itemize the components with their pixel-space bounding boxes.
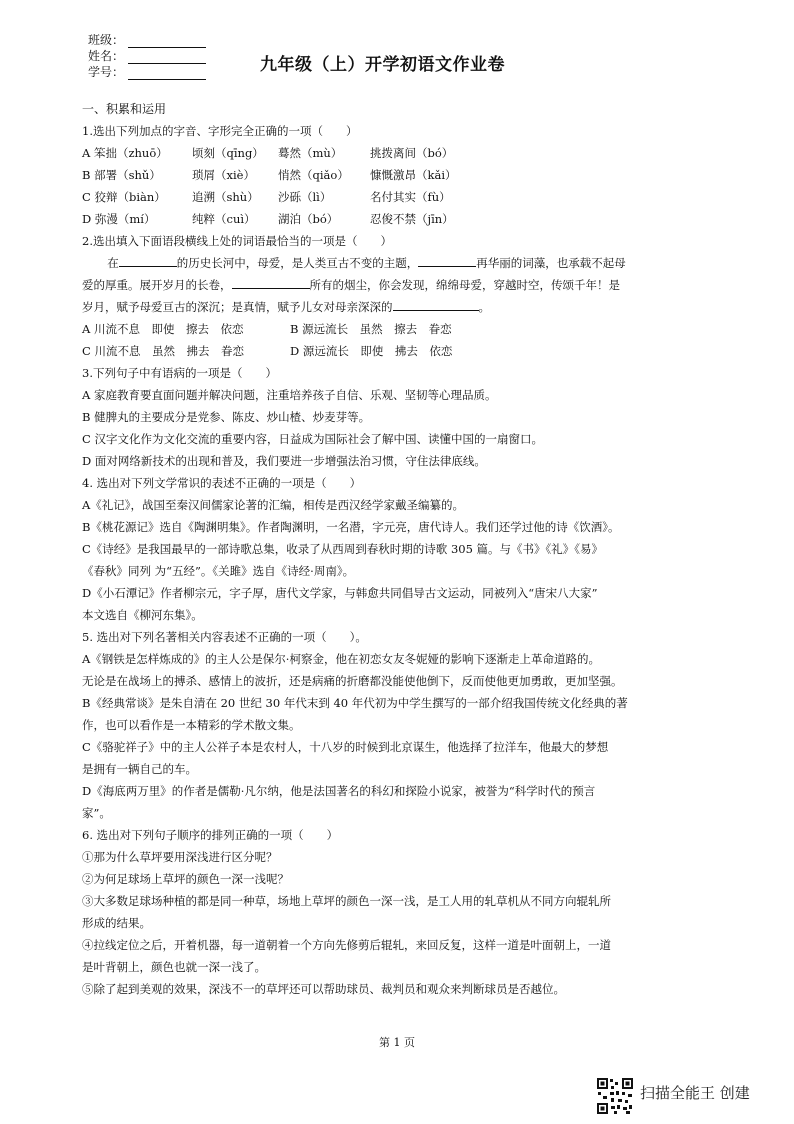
question-6-stem: 6. 选出对下列句子顺序的排列正确的一项（ ）: [82, 828, 339, 842]
name-field: [88, 48, 206, 64]
q2-blank-3: [232, 276, 310, 289]
q6-sentence-5: ⑤除了起到美观的效果，深浅不一的草坪还可以帮助球员、裁判员和观众来判断球员是否越位。: [82, 982, 565, 996]
q2-option-b: B 源远流长 虽然 擦去 眷恋: [290, 322, 452, 336]
q1-d-3: 湖泊（bó）: [278, 212, 339, 226]
name-label: 姓名：: [88, 49, 125, 63]
q2-blank-4: [393, 298, 479, 311]
q2-in: 在: [107, 256, 119, 270]
q1-a-1: A 笨拙（zhuō）: [82, 146, 168, 160]
q2-blank-1: [119, 254, 177, 267]
q2-a: 的历史长河中，母爱，是人类亘古不变的主题，: [176, 256, 419, 270]
q3-option-a: A 家庭教育要直面问题并解决问题，注重培养孩子自信、乐观、坚韧等心理品质。: [82, 388, 497, 402]
q1-option-row-d: [82, 208, 714, 230]
q1-d-4: 忍俊不禁（jīn）: [370, 212, 454, 226]
page-number: 第 1 页: [379, 1036, 415, 1049]
q1-option-row-c: [82, 186, 714, 208]
q4-option-a: A《礼记》，战国至秦汉间儒家论著的汇编，相传是西汉经学家戴圣编纂的。: [82, 498, 465, 512]
q6-sentence-1: ①那为什么草坪要用深浅进行区分呢？: [82, 850, 278, 864]
q5-option-b-line-1: B《经典常谈》是朱自清在 20 世纪 30 年代末到 40 年代初为中学生撰写的一部介绍我国传统文化经典的著: [82, 696, 628, 710]
q2-b: 再华丽的词藻，也承载不起母: [476, 256, 626, 270]
q2-option-c: C 川流不息 虽然 拂去 眷恋: [82, 344, 244, 358]
scanner-watermark: 扫描全能王 创建: [640, 1084, 750, 1102]
q1-b-4: 慷慨激昂（kǎi）: [370, 168, 457, 182]
class-field: [88, 32, 206, 48]
q6-sentence-3-line-2: 形成的结果。: [82, 916, 151, 930]
q2-blank-2: [418, 254, 476, 267]
q5-option-d-line-1: D《海底两万里》的作者是儒勒·凡尔纳，他是法国著名的科幻和探险小说家，被誉为“科学时代的预言: [82, 784, 596, 798]
q2-options-row-1: [82, 318, 714, 340]
q5-option-d-line-2: 家”。: [82, 806, 111, 820]
q1-c-3: 沙砾（lì）: [278, 190, 332, 204]
page-title: 九年级（上）开学初语文作业卷: [260, 55, 505, 75]
q6-sentence-4-line-1: ④拉线定位之后，开着机器，每一道朝着一个方向先修剪后辊轧，来回反复，这样一道是叶面朝上，一道: [82, 938, 611, 952]
qr-code-icon: [596, 1077, 634, 1115]
exam-content: [82, 98, 714, 1000]
q2-line3-end: 。: [478, 300, 490, 314]
q1-c-1: C 狡辩（biàn）: [82, 190, 166, 204]
q1-c-2: 追溯（shù）: [192, 190, 259, 204]
q3-option-b: B 健脾丸的主要成分是党参、陈皮、炒山楂、炒麦芽等。: [82, 410, 371, 424]
q6-sentence-2: ②为何足球场上草坪的颜色一深一浅呢？: [82, 872, 289, 886]
student-id-field: [88, 64, 206, 80]
q1-b-2: 琐屑（xiè）: [192, 168, 255, 182]
q3-option-c: C 汉字文化作为文化交流的重要内容，日益成为国际社会了解中国、读懂中国的一扇窗口。: [82, 432, 543, 446]
q5-option-c-line-2: 是拥有一辆自己的车。: [82, 762, 197, 776]
question-1-stem: 1.选出下列加点的字音、字形完全正确的一项（ ）: [82, 124, 358, 138]
q4-option-c-line-2: 《春秋》同列 为“五经”。《关雎》选自《诗经·周南》。: [82, 564, 355, 578]
q2-option-d: D 源远流长 即使 拂去 依恋: [290, 344, 453, 358]
q2-option-a: A 川流不息 即使 擦去 依恋: [82, 322, 244, 336]
q5-option-c-line-1: C《骆驼祥子》中的主人公祥子本是农村人，十八岁的时候到北京谋生，他选择了拉洋车，他最大的梦想: [82, 740, 609, 754]
q2-line2-b: 所有的烟尘，你会发现，绵绵母爱，穿越时空，传颂千年！是: [309, 278, 620, 292]
student-id-blank: [128, 69, 206, 80]
question-2-stem: 2.选出填入下面语段横线上处的词语最恰当的一项是（ ）: [82, 234, 392, 248]
q5-option-b-line-2: 作，也可以看作是一本精彩的学术散文集。: [82, 718, 301, 732]
q1-c-4: 名付其实（fù）: [370, 190, 451, 204]
q1-b-1: B 部署（shǔ）: [82, 168, 161, 182]
student-id-label: 学号：: [88, 65, 125, 79]
q2-passage-line-1: [82, 252, 714, 274]
q2-options-row-2: [82, 340, 714, 362]
question-3-stem: 3.下列句子中有语病的一项是（ ）: [82, 366, 277, 380]
q2-line3-a: 岁月，赋予母爱亘古的深沉；是真情，赋予儿女对母亲深深的: [82, 300, 393, 314]
name-blank: [128, 53, 206, 64]
student-info-fields: [88, 32, 206, 80]
q2-passage-line-2: [82, 274, 714, 296]
q6-sentence-3-line-1: ③大多数足球场种植的都是同一种草，场地上草坪的颜色一深一浅，是工人用的轧草机从不同方向辊轧所: [82, 894, 611, 908]
question-4-stem: 4. 选出对下列文学常识的表述不正确的一项是（ ）: [82, 476, 362, 490]
q4-option-c-line-1: C《诗经》是我国最早的一部诗歌总集，收录了从西周到春秋时期的诗歌 305 篇。与《书》《礼》《易》: [82, 542, 604, 556]
section-heading: 一、积累和运用: [82, 102, 167, 116]
q1-option-row-b: [82, 164, 714, 186]
q3-option-d: D 面对网络新技术的出现和普及，我们要进一步增强法治习惯，守住法律底线。: [82, 454, 486, 468]
q1-a-2: 顷刻（qīng）: [192, 146, 264, 160]
class-blank: [128, 37, 206, 48]
q4-option-d-line-1: D《小石潭记》作者柳宗元，字子厚，唐代文学家，与韩愈共同倡导古文运动，同被列入“唐宋八大家”: [82, 586, 598, 600]
q2-line2-a: 爱的厚重。展开岁月的长卷，: [82, 278, 232, 292]
question-5-stem: 5. 选出对下列名著相关内容表述不正确的一项（ ）。: [82, 630, 367, 644]
class-label: 班级：: [88, 33, 125, 47]
q1-d-1: D 弥漫（mí）: [82, 212, 156, 226]
q1-a-4: 挑拨离间（bó）: [370, 146, 454, 160]
q6-sentence-4-line-2: 是叶背朝上，颜色也就一深一浅了。: [82, 960, 266, 974]
q2-passage-line-3: [82, 296, 714, 318]
q4-option-d-line-2: 本文选自《柳河东集》。: [82, 608, 203, 622]
q1-d-2: 纯粹（cuì）: [192, 212, 256, 226]
q5-option-a-line-2: 无论是在战场上的搏杀、感情上的波折，还是病痛的折磨都没能使他倒下，反而使他更加勇敢，更加坚强。: [82, 674, 623, 688]
q1-a-3: 蓦然（mù）: [278, 146, 343, 160]
q4-option-b: B《桃花源记》选自《陶渊明集》。作者陶渊明，一名潜，字元亮，唐代诗人。我们还学过他的诗《饮酒》。: [82, 520, 620, 534]
q1-b-3: 悄然（qiǎo）: [278, 168, 349, 182]
q1-option-row-a: [82, 142, 714, 164]
q5-option-a-line-1: A《钢铁是怎样炼成的》的主人公是保尔·柯察金，他在初恋女友冬妮娅的影响下逐渐走上革命道路的。: [82, 652, 600, 666]
